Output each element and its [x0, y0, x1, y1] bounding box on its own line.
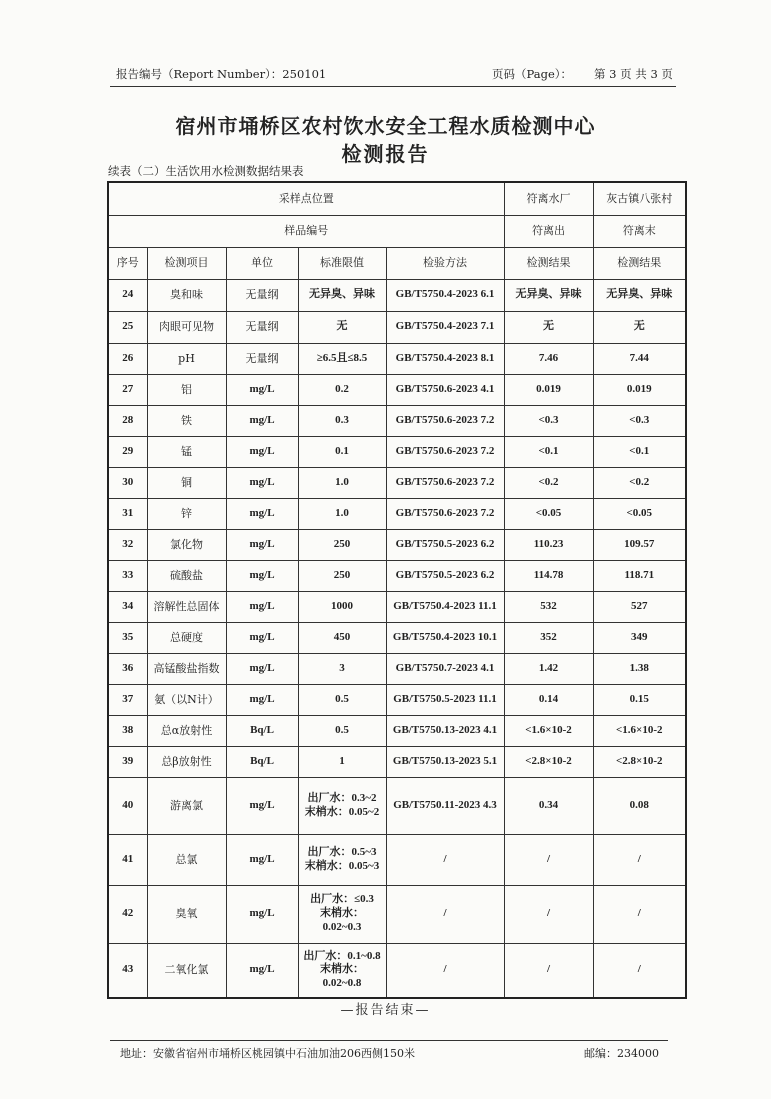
- result-2: 0.019: [593, 374, 686, 405]
- test-item: 锌: [147, 498, 226, 529]
- sample-2: 符离末: [593, 215, 686, 247]
- test-method: GB/T5750.4-2023 7.1: [386, 311, 504, 343]
- test-item: 溶解性总固体: [147, 591, 226, 622]
- result-1: 352: [504, 622, 593, 653]
- sampling-point-row: [108, 182, 686, 215]
- sample-number-row: [108, 215, 686, 247]
- row-number: 32: [108, 529, 147, 560]
- result-1: <0.2: [504, 467, 593, 498]
- page-info: 第 3 页 共 3 页: [594, 67, 673, 81]
- test-method: GB/T5750.7-2023 4.1: [386, 653, 504, 684]
- result-2: 1.38: [593, 653, 686, 684]
- standard-limit: 0.5: [298, 715, 386, 746]
- result-1: <0.3: [504, 405, 593, 436]
- standard-limit: 250: [298, 529, 386, 560]
- unit: mg/L: [226, 684, 298, 715]
- result-2: <1.6×10-2: [593, 715, 686, 746]
- result-2: 0.08: [593, 777, 686, 834]
- address: 地址：安徽省宿州市埇桥区桃园镇中石油加油206西侧150米: [120, 1047, 415, 1060]
- unit: mg/L: [226, 622, 298, 653]
- row-number: 31: [108, 498, 147, 529]
- org-title: 宿州市埇桥区农村饮水安全工程水质检测中心: [175, 114, 596, 138]
- standard-limit-line: 0.02~0.8: [322, 977, 362, 990]
- test-item: 总硬度: [147, 622, 226, 653]
- row-number: 35: [108, 622, 147, 653]
- sample-1: 符离出: [504, 215, 593, 247]
- unit: 无量纲: [226, 279, 298, 311]
- test-item: 总氯: [147, 834, 226, 885]
- result-2: 0.15: [593, 684, 686, 715]
- test-item: 氨（以N计）: [147, 684, 226, 715]
- unit: mg/L: [226, 498, 298, 529]
- row-number: 38: [108, 715, 147, 746]
- test-method: GB/T5750.5-2023 11.1: [386, 684, 504, 715]
- result-1: /: [504, 943, 593, 998]
- result-2: 7.44: [593, 343, 686, 374]
- row-number: 24: [108, 279, 147, 311]
- unit: mg/L: [226, 374, 298, 405]
- result-1: <2.8×10-2: [504, 746, 593, 777]
- page-label: 页码（Page）：: [492, 67, 572, 81]
- standard-limit-line: 0.02~0.3: [322, 920, 362, 933]
- sample-number-label: 样品编号: [108, 215, 504, 247]
- result-2: 349: [593, 622, 686, 653]
- test-item: 硫酸盐: [147, 560, 226, 591]
- table-row: [108, 311, 686, 343]
- postcode: 邮编：234000: [584, 1047, 659, 1060]
- standard-limit-line: 出厂水：0.3~2: [307, 791, 377, 804]
- test-item: 二氧化氯: [147, 943, 226, 998]
- standard-limit-line: 出厂水：0.1~0.8: [303, 949, 381, 962]
- standard-limit-line: 出厂水：≤0.3: [310, 893, 374, 906]
- unit: mg/L: [226, 529, 298, 560]
- result-2: 无异臭、异味: [593, 279, 686, 311]
- standard-limit: ≥6.5且≤8.5: [298, 343, 386, 374]
- result-2: <0.2: [593, 467, 686, 498]
- unit: mg/L: [226, 436, 298, 467]
- table-row: [108, 684, 686, 715]
- result-1: /: [504, 885, 593, 943]
- col-header-limit: 标准限值: [298, 247, 386, 279]
- test-item: 臭氧: [147, 885, 226, 943]
- test-method: GB/T5750.6-2023 7.2: [386, 436, 504, 467]
- test-item: 肉眼可见物: [147, 311, 226, 343]
- standard-limit-line: 出厂水：0.5~3: [307, 845, 377, 858]
- table-row: [108, 622, 686, 653]
- result-2: <0.05: [593, 498, 686, 529]
- test-item: 铁: [147, 405, 226, 436]
- unit: Bq/L: [226, 715, 298, 746]
- table-row: [108, 715, 686, 746]
- standard-limit-line: 末梢水：: [320, 963, 364, 976]
- result-2: 527: [593, 591, 686, 622]
- result-1: 0.34: [504, 777, 593, 834]
- row-number: 28: [108, 405, 147, 436]
- result-1: 无: [504, 311, 593, 343]
- test-method: GB/T5750.5-2023 6.2: [386, 529, 504, 560]
- standard-limit: 无异臭、异味: [298, 279, 386, 311]
- test-item: 总α放射性: [147, 715, 226, 746]
- result-2: <2.8×10-2: [593, 746, 686, 777]
- table-row: [108, 560, 686, 591]
- test-item: 锰: [147, 436, 226, 467]
- result-2: /: [593, 943, 686, 998]
- standard-limit-line: 末梢水：0.05~2: [304, 805, 380, 818]
- unit: mg/L: [226, 885, 298, 943]
- test-item: 游离氯: [147, 777, 226, 834]
- standard-limit: 1.0: [298, 498, 386, 529]
- table-row: [108, 777, 686, 834]
- table-row: [108, 498, 686, 529]
- result-2: /: [593, 834, 686, 885]
- row-number: 29: [108, 436, 147, 467]
- result-1: <0.05: [504, 498, 593, 529]
- test-method: GB/T5750.6-2023 7.2: [386, 405, 504, 436]
- footer-divider: [110, 1040, 668, 1041]
- standard-limit: 0.3: [298, 405, 386, 436]
- standard-limit: 3: [298, 653, 386, 684]
- test-method: GB/T5750.6-2023 7.2: [386, 498, 504, 529]
- test-method: GB/T5750.6-2023 4.1: [386, 374, 504, 405]
- table-row: [108, 436, 686, 467]
- test-item: 铝: [147, 374, 226, 405]
- test-method: GB/T5750.4-2023 10.1: [386, 622, 504, 653]
- test-method: GB/T5750.6-2023 7.2: [386, 467, 504, 498]
- row-number: 25: [108, 311, 147, 343]
- test-item: 总β放射性: [147, 746, 226, 777]
- site-1: 符离水厂: [504, 182, 593, 215]
- standard-limit: 250: [298, 560, 386, 591]
- unit: mg/L: [226, 591, 298, 622]
- test-item: 臭和味: [147, 279, 226, 311]
- table-caption: 续表（二）生活饮用水检测数据结果表: [108, 164, 304, 178]
- result-1: <1.6×10-2: [504, 715, 593, 746]
- test-method: /: [386, 943, 504, 998]
- col-header-method: 检验方法: [386, 247, 504, 279]
- table-row: [108, 467, 686, 498]
- table-row: [108, 834, 686, 885]
- row-number: 43: [108, 943, 147, 998]
- standard-limit: 1000: [298, 591, 386, 622]
- standard-limit: [298, 834, 386, 885]
- result-1: 0.019: [504, 374, 593, 405]
- row-number: 41: [108, 834, 147, 885]
- standard-limit: 1.0: [298, 467, 386, 498]
- result-1: 532: [504, 591, 593, 622]
- row-number: 30: [108, 467, 147, 498]
- result-1: 110.23: [504, 529, 593, 560]
- col-header-result-1: 检测结果: [504, 247, 593, 279]
- result-2: /: [593, 885, 686, 943]
- standard-limit: [298, 943, 386, 998]
- result-1: /: [504, 834, 593, 885]
- unit: mg/L: [226, 467, 298, 498]
- result-2: 109.57: [593, 529, 686, 560]
- sampling-point-label: 采样点位置: [108, 182, 504, 215]
- unit: mg/L: [226, 777, 298, 834]
- table-row: [108, 591, 686, 622]
- table-row: [108, 374, 686, 405]
- test-method: /: [386, 834, 504, 885]
- table-row: [108, 885, 686, 943]
- test-method: GB/T5750.13-2023 5.1: [386, 746, 504, 777]
- table-row: [108, 653, 686, 684]
- result-1: 0.14: [504, 684, 593, 715]
- col-header-unit: 单位: [226, 247, 298, 279]
- standard-limit: [298, 885, 386, 943]
- unit: 无量纲: [226, 311, 298, 343]
- standard-limit: 0.5: [298, 684, 386, 715]
- standard-limit: 1: [298, 746, 386, 777]
- test-method: GB/T5750.4-2023 8.1: [386, 343, 504, 374]
- site-2: 灰古镇八张村: [593, 182, 686, 215]
- standard-limit: 450: [298, 622, 386, 653]
- unit: Bq/L: [226, 746, 298, 777]
- report-number: 报告编号（Report Number）：250101: [116, 67, 327, 81]
- row-number: 33: [108, 560, 147, 591]
- test-method: GB/T5750.5-2023 6.2: [386, 560, 504, 591]
- result-2: <0.3: [593, 405, 686, 436]
- table-row: [108, 405, 686, 436]
- test-method: GB/T5750.4-2023 6.1: [386, 279, 504, 311]
- unit: mg/L: [226, 943, 298, 998]
- row-number: 36: [108, 653, 147, 684]
- result-2: <0.1: [593, 436, 686, 467]
- col-header-item: 检测项目: [147, 247, 226, 279]
- table-row: [108, 943, 686, 998]
- test-method: /: [386, 885, 504, 943]
- result-1: <0.1: [504, 436, 593, 467]
- column-header-row: [108, 247, 686, 279]
- row-number: 40: [108, 777, 147, 834]
- result-1: 1.42: [504, 653, 593, 684]
- standard-limit: [298, 777, 386, 834]
- report-title: 检测报告: [341, 142, 430, 166]
- result-2: 118.71: [593, 560, 686, 591]
- row-number: 39: [108, 746, 147, 777]
- row-number: 27: [108, 374, 147, 405]
- test-item: pH: [147, 343, 226, 374]
- test-item: 氯化物: [147, 529, 226, 560]
- result-1: 7.46: [504, 343, 593, 374]
- row-number: 26: [108, 343, 147, 374]
- row-number: 34: [108, 591, 147, 622]
- unit: 无量纲: [226, 343, 298, 374]
- standard-limit: 0.2: [298, 374, 386, 405]
- test-item: 铜: [147, 467, 226, 498]
- col-header-result-2: 检测结果: [593, 247, 686, 279]
- result-2: 无: [593, 311, 686, 343]
- unit: mg/L: [226, 834, 298, 885]
- col-header-no: 序号: [108, 247, 147, 279]
- table-row: [108, 746, 686, 777]
- header-divider: [110, 86, 676, 87]
- table-row: [108, 343, 686, 374]
- standard-limit: 0.1: [298, 436, 386, 467]
- standard-limit: 无: [298, 311, 386, 343]
- table-row: [108, 279, 686, 311]
- unit: mg/L: [226, 653, 298, 684]
- result-1: 114.78: [504, 560, 593, 591]
- row-number: 42: [108, 885, 147, 943]
- test-item: 高锰酸盐指数: [147, 653, 226, 684]
- results-table: [107, 181, 687, 999]
- test-method: GB/T5750.11-2023 4.3: [386, 777, 504, 834]
- standard-limit-line: 末梢水：0.05~3: [304, 859, 380, 872]
- row-number: 37: [108, 684, 147, 715]
- table-row: [108, 529, 686, 560]
- standard-limit-line: 末梢水：: [320, 907, 364, 920]
- unit: mg/L: [226, 405, 298, 436]
- test-method: GB/T5750.4-2023 11.1: [386, 591, 504, 622]
- result-1: 无异臭、异味: [504, 279, 593, 311]
- unit: mg/L: [226, 560, 298, 591]
- report-end: —报告结束—: [340, 1003, 431, 1018]
- test-method: GB/T5750.13-2023 4.1: [386, 715, 504, 746]
